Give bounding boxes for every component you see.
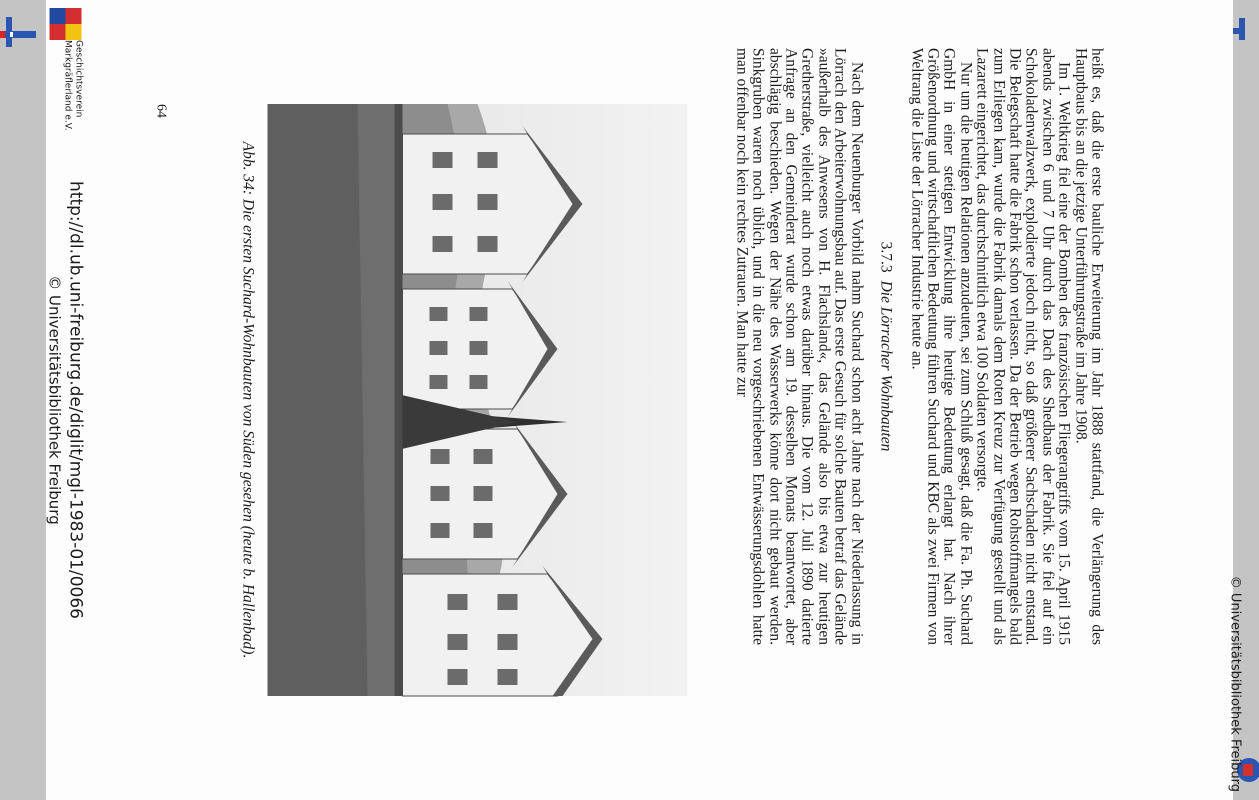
rotated-page-content — [45, 0, 1242, 800]
section-heading — [877, 48, 893, 645]
document-page — [45, 0, 1242, 800]
page-number: 64 — [153, 104, 168, 118]
paragraph-2: Im 1. Weltkrieg fiel eine der Bomben des französischen Fliegerangriffs vom 15. April 1915 abends zwischen 6 und 7 Uhr durch das Dach des Shedbaus der Fabrik. Sie fiel auf ein Schokoladenwalzwerk, explodierte jedoch nicht, so daß größerer Sachschaden nicht entstand. Die Belegschaft hatte die Fabrik schon verlassen. Da der Betrieb wegen Rohstoffmangels bald zum Erliegen kam, wurde die Fabrik damals dem Roten Kreuz zur Verfügung gestellt und als Lazarett eingerichtet, das durchschnittlich etwa 100 Soldaten versorgte. — [973, 48, 1073, 645]
society-name-line-1: Geschichtsverein — [73, 40, 83, 118]
section-title: Die Lörracher Wohnbauten — [877, 280, 895, 452]
society-name — [61, 40, 83, 131]
society-logo — [47, 6, 83, 42]
figure-caption: Abb. 34: Die ersten Suchard-Wohnbauten von Süden gesehen (heute b. Hallenbad). — [239, 141, 256, 659]
paragraph-3: Nur um die heutigen Relationen anzudeuten, sei zum Schluß gesagt, daß die Fa. Ph. Suchard GmbH in einer stetigen Entwicklung ihre heutige Bedeutung erlangt hat. Nach ihrer Größenordnung und wirtschaftlichen Bedeutung führen Suchard und KBC als zwei Firmen von Weltrang die Liste der Lörracher Industrie heute an. — [907, 48, 974, 645]
viewer-side-icon[interactable] — [1233, 0, 1259, 60]
paragraph-1: heißt es, daß die erste bauliche Erweiterung im Jahr 1888 stattfand, die Verlängerung des Hauptbaus bis an die jetzige Unterführungstraße im Jahre 1908. — [1071, 48, 1105, 645]
historical-photo — [267, 104, 687, 696]
permalink-url[interactable]: http://dl.ub.uni-freiburg.de/diglit/mgl-1983-01/0066 — [65, 181, 85, 619]
top-edge-watermark: © Universitätsbibliothek Freiburg — [1227, 575, 1242, 792]
copyright-notice: © Universitätsbibliothek Freiburg — [45, 275, 63, 525]
viewer-toolbar-icon[interactable] — [0, 0, 46, 60]
paragraph-4: Nach dem Neuenburger Vorbild nahm Suchard schon acht Jahre nach der Niederlassung in Lörrach den Arbeiterwohnungsbau auf. Das erste Gesuch für solche Bauten betraf das Gelände »außerhalb des Anwesens von H. Flachsland«, das Gelände also bis etwa zur heutigen Gretherstraße, vielleicht auch noch etwas darüber hinaus. Die vom 12. Juli 1890 datierte Anfrage an den Gemeinderat wurde schon am 19. desselben Monats beantwortet, aber abschlägig beschieden. Wegen der Nähe des Wasserwerks könne dort nicht gebaut werden. Sinkgruben waren noch üblich, und in die neu vorgeschriebenen Entwässerungsdohlen hatte man offenbar noch kein rechtes Zutrauen. Man hatte zur — [732, 48, 865, 645]
coat-of-arms-icon — [47, 6, 83, 42]
photo-image — [267, 104, 687, 696]
society-name-line-2: Markgräflerland e.V. — [62, 40, 72, 131]
section-number: 3.7.3 — [877, 241, 895, 273]
body-text — [732, 48, 1104, 645]
viewer-left-sidebar — [0, 0, 46, 800]
